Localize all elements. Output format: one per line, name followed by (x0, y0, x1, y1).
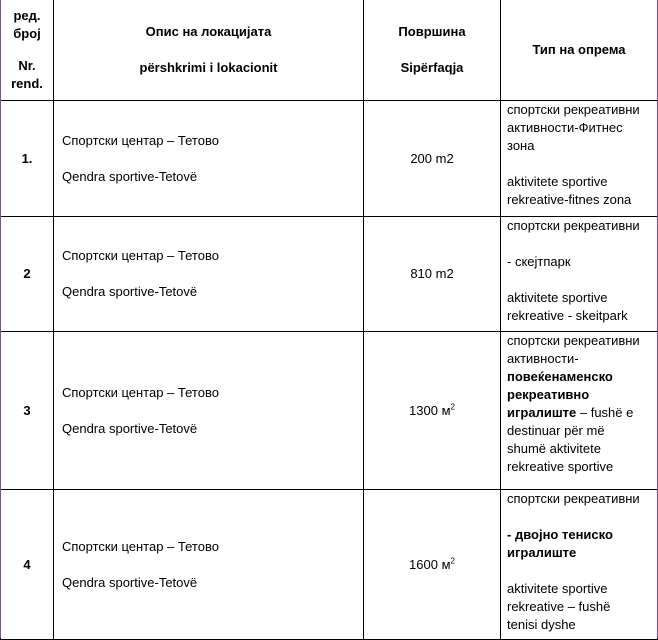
equipment-line: rekreative – fushë (507, 599, 611, 614)
header-location-mk: Опис на локацијата (145, 24, 272, 39)
row-area: 1600 м (409, 556, 451, 572)
header-area-sq: Sipërfaqja (400, 60, 464, 75)
equipment-line: aktivitete sportive (507, 581, 608, 596)
equipment-line: активности-Фитнес (507, 120, 623, 135)
table-row (1, 101, 658, 217)
header-number-sq-line1: Nr. (18, 58, 36, 73)
equipment-line: rekreative-fitnes zona (507, 192, 632, 207)
header-equipment-cell (501, 0, 658, 101)
equipment-line: shumë aktivitete (507, 441, 601, 456)
header-location-cell (54, 0, 364, 101)
row-location-cell (54, 490, 364, 640)
row-equipment-cell (501, 332, 658, 490)
location-sq: Qendra sportive-Tetovë (62, 420, 198, 436)
area-unit-exponent: 2 (450, 402, 455, 412)
equipment-line-bold: игралиште (507, 545, 577, 560)
equipment-line: спортски рекреативни (507, 333, 640, 348)
row-location-cell (54, 101, 364, 217)
row-area: 810 m2 (364, 217, 501, 332)
table-row (1, 490, 658, 640)
equipment-line: спортски рекреативни (507, 218, 640, 233)
equipment-line: aktivitete sportive (507, 290, 608, 305)
equipment-line: спортски рекреативни (507, 491, 640, 506)
row-area-cell (364, 490, 501, 640)
location-mk: Спортски центар – Тетово (62, 248, 219, 263)
page-edge-left (0, 0, 1, 638)
equipment-line: destinuar për më (507, 423, 605, 438)
table-header-row (1, 0, 658, 101)
header-area-cell (364, 0, 501, 101)
row-area: 200 m2 (364, 101, 501, 217)
area-unit-exponent: 2 (450, 556, 455, 566)
equipment-line: - скејтпарк (507, 254, 571, 269)
table-row (1, 332, 658, 490)
equipment-line-bold: рекреативно (507, 387, 590, 402)
header-number-sq-line2: rend. (11, 76, 43, 91)
location-sq: Qendra sportive-Tetovë (62, 574, 198, 590)
location-mk: Спортски центар – Тетово (62, 384, 219, 400)
equipment-line-bold: повеќенаменско (507, 369, 613, 384)
equipment-line: зона (507, 138, 535, 153)
header-location-sq: përshkrimi i lokacionit (139, 60, 278, 75)
row-location-cell (54, 217, 364, 332)
row-number: 1. (1, 101, 54, 217)
equipment-line: активности- (507, 351, 579, 366)
equipment-line: tenisi dyshe (507, 617, 576, 632)
header-area-mk: Површина (398, 24, 466, 39)
header-number-cell (1, 0, 54, 101)
equipment-line: aktivitete sportive (507, 174, 608, 189)
location-sq: Qendra sportive-Tetovë (62, 284, 198, 299)
row-equipment-cell (501, 217, 658, 332)
equipment-line: rekreative sportive (507, 459, 614, 474)
row-area-cell (364, 332, 501, 490)
row-number: 2 (1, 217, 54, 332)
header-equipment-mk: Тип на опрема (532, 42, 626, 57)
location-mk: Спортски центар – Тетово (62, 538, 219, 554)
table-row (1, 217, 658, 332)
row-area: 1300 м (409, 402, 451, 418)
row-number: 4 (1, 490, 54, 640)
header-number-mk-line1: ред. (13, 8, 41, 23)
row-equipment-cell (501, 490, 658, 640)
location-sq: Qendra sportive-Tetovë (62, 168, 198, 184)
row-number: 3 (1, 332, 54, 490)
equipment-line: спортски рекреативни (507, 102, 640, 117)
location-mk: Спортски центар – Тетово (62, 132, 219, 148)
header-number-mk-line2: број (13, 26, 41, 41)
equipment-line-bold: - двојно тениско (507, 527, 613, 542)
equipment-line: – fushë e (576, 405, 634, 420)
row-equipment-cell (501, 101, 658, 217)
row-location-cell (54, 332, 364, 490)
equipment-line-bold: игралиште (507, 405, 577, 420)
equipment-line: rekreative - skeitpark (507, 308, 628, 323)
